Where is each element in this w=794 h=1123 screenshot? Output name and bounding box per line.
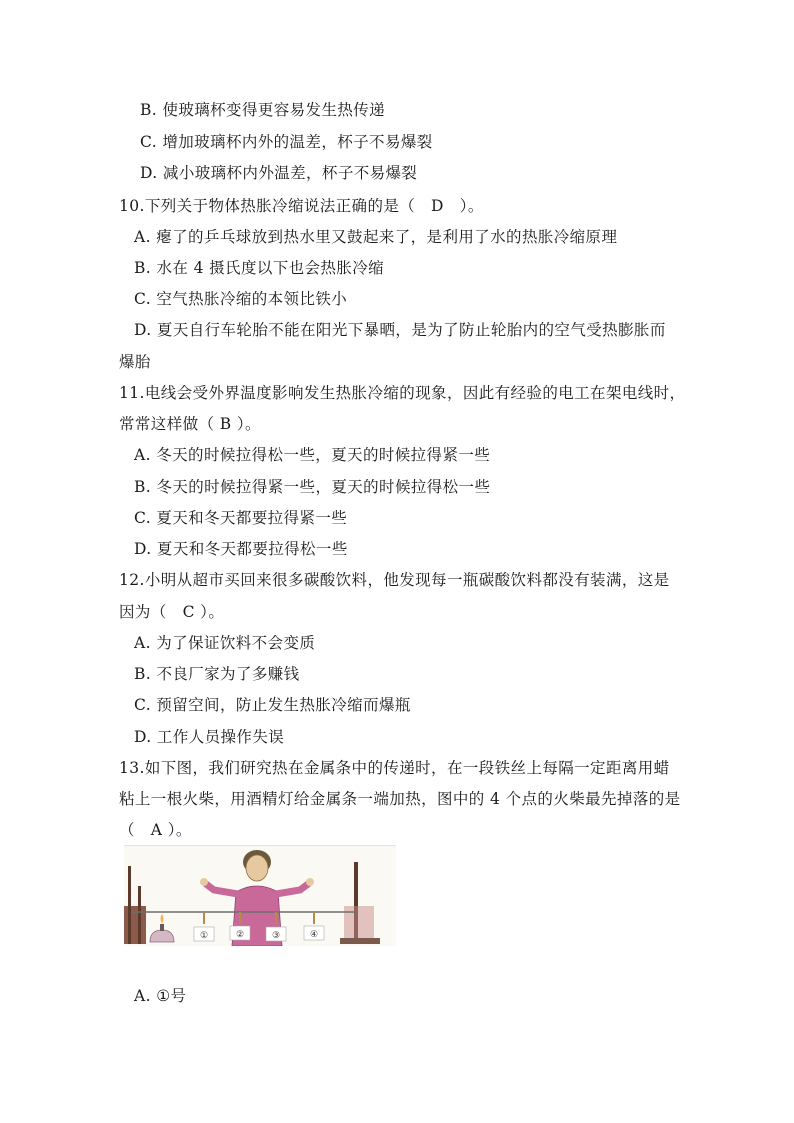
q10-option-d-continued: 爆胎 xyxy=(119,353,151,371)
q12-option-a: A. 为了保证饮料不会变质 xyxy=(134,634,316,652)
question-13-continued-2: （ A ）。 xyxy=(119,821,192,839)
question-10: 10.下列关于物体热胀冷缩说法正确的是（ D ）。 xyxy=(119,197,484,215)
question-13: 13.如下图，我们研究热在金属条中的传递时，在一段铁丝上每隔一定距离用蜡 xyxy=(119,759,670,777)
question-11-continued: 常常这样做（ B ）。 xyxy=(119,415,261,433)
question-13-continued: 粘上一根火柴，用酒精灯给金属条一端加热，图中的 4 个点的火柴最先掉落的是 xyxy=(119,790,681,808)
question-12: 12.小明从超市买回来很多碳酸饮料，他发现每一瓶碳酸饮料都没有装满，这是 xyxy=(119,571,670,589)
q12-option-d: D. 工作人员操作失误 xyxy=(134,728,285,746)
point-label-2: ② xyxy=(235,930,245,940)
heat-conduction-illustration xyxy=(124,846,396,946)
q10-option-c: C. 空气热胀冷缩的本领比铁小 xyxy=(134,290,348,308)
question-11: 11.电线会受外界温度影响发生热胀冷缩的现象，因此有经验的电工在架电线时， xyxy=(119,384,686,402)
q13-option-a: A. ①号 xyxy=(134,987,187,1005)
alcohol-lamp xyxy=(150,914,174,942)
q11-option-d: D. 夏天和冬天都要拉得松一些 xyxy=(134,540,348,558)
q10-option-b: B. 水在 4 摄氏度以下也会热胀冷缩 xyxy=(134,259,385,277)
q12-option-c: C. 预留空间，防止发生热胀冷缩而爆瓶 xyxy=(134,696,411,714)
q9-option-d: D. 减小玻璃杯内外温差，杯子不易爆裂 xyxy=(140,164,418,182)
q12-option-b: B. 不良厂家为了多赚钱 xyxy=(134,665,300,683)
q10-option-d: D. 夏天自行车轮胎不能在阳光下暴晒，是为了防止轮胎内的空气受热膨胀而 xyxy=(134,321,666,339)
q11-option-b: B. 冬天的时候拉得紧一些，夏天的时候拉得松一些 xyxy=(134,478,491,496)
right-stand xyxy=(340,862,380,944)
point-label-4: ④ xyxy=(309,930,319,940)
left-stand xyxy=(124,866,146,944)
point-label-1: ① xyxy=(199,931,209,941)
q10-option-a: A. 瘪了的乒乓球放到热水里又鼓起来了，是利用了水的热胀冷缩原理 xyxy=(134,228,618,246)
q11-option-a: A. 冬天的时候拉得松一些，夏天的时候拉得紧一些 xyxy=(134,446,491,464)
q11-option-c: C. 夏天和冬天都要拉得紧一些 xyxy=(134,509,348,527)
q9-option-b: B. 使玻璃杯变得更容易发生热传递 xyxy=(140,101,386,119)
q9-option-c: C. 增加玻璃杯内外的温差，杯子不易爆裂 xyxy=(140,133,433,151)
question-12-continued: 因为（ C ）。 xyxy=(119,603,225,621)
heat-conduction-figure xyxy=(124,845,396,946)
teacher-figure xyxy=(200,850,314,946)
point-label-3: ③ xyxy=(271,931,281,941)
